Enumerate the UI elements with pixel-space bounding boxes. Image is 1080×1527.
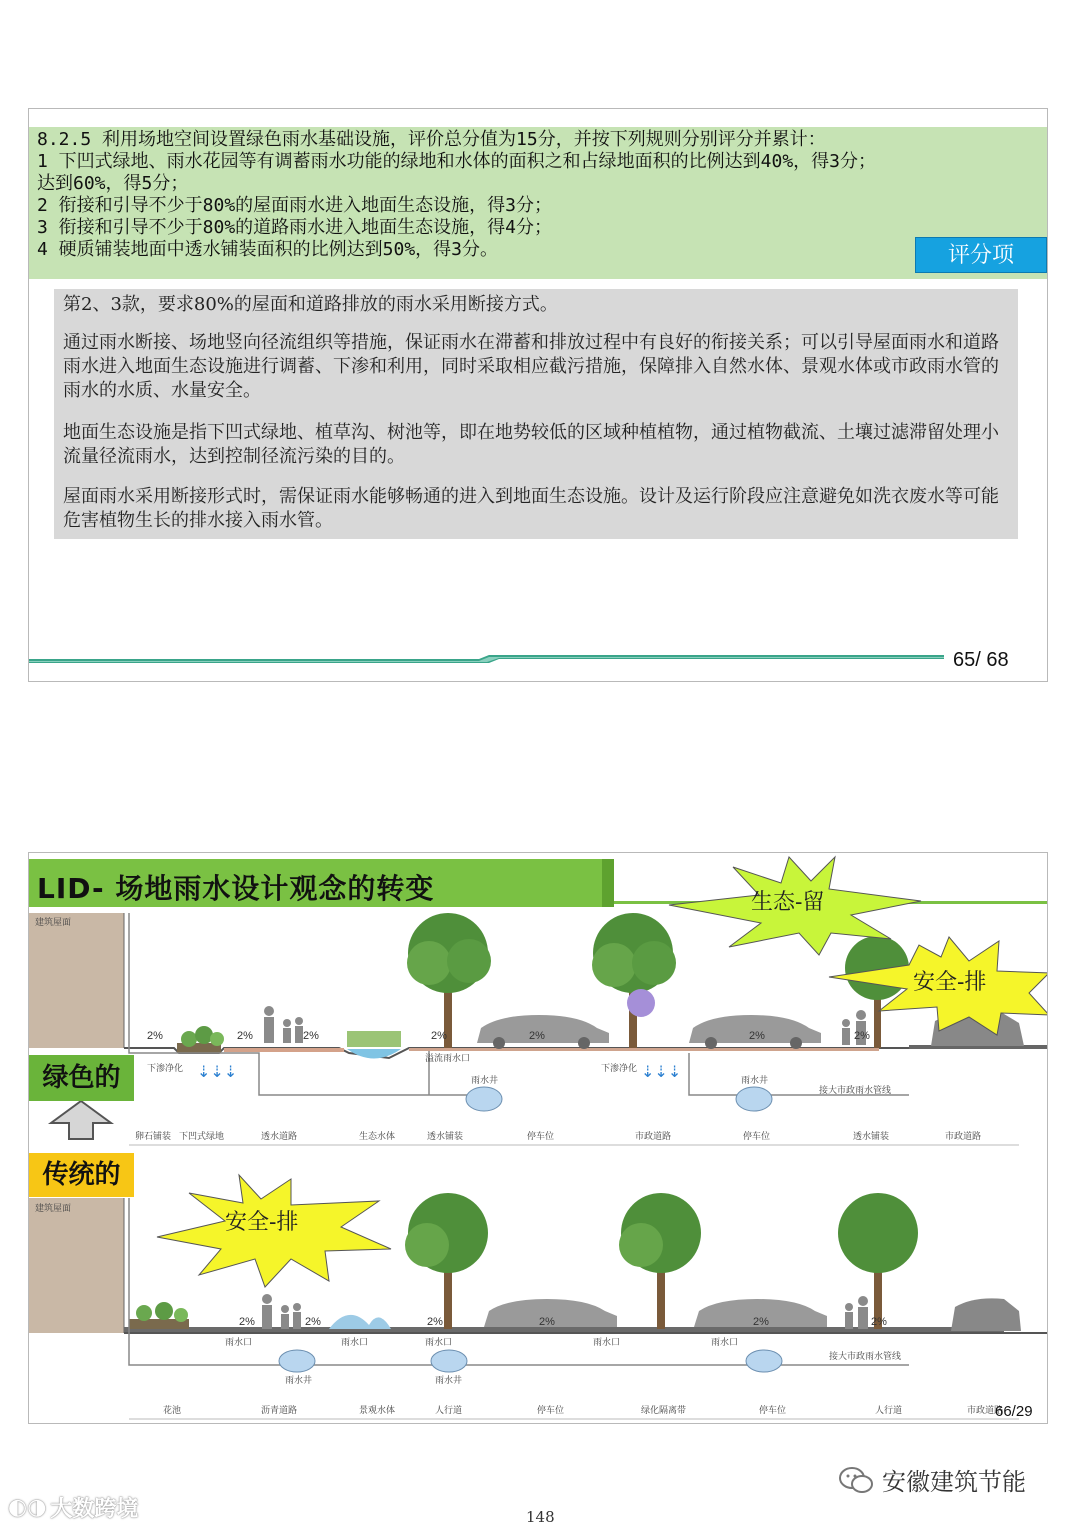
overflow-inlet-label: 溢流雨水口 [425, 1054, 471, 1064]
slide-65 [28, 108, 1048, 682]
safe-drain-starburst-bottom [157, 1175, 391, 1287]
people-icon [264, 1006, 303, 1043]
svg-text:透水铺装: 透水铺装 [853, 1132, 890, 1142]
svg-text:停车位: 停车位 [743, 1132, 771, 1142]
rain-well-icon [746, 1350, 782, 1372]
rain-well-icon [431, 1350, 467, 1372]
rule-line-1: 1 下凹式绿地、雨水花园等有调蓄雨水功能的绿地和水体的面积之和占绿地面积的比例达到40%，得3分； [37, 151, 877, 172]
note-paragraph-2: 通过雨水断接、场地竖向径流组织等措施，保证雨水在滞蓄和排放过程中有良好的衔接关系；可以引导屋面雨水和道路雨水进入地面生态设施进行调蓄、下渗和利用，同时采取相应截污措施，保障排入自然水体、景观水体或市政雨水管的雨水的水质、水量安全。 [63, 332, 999, 401]
slide-66 [28, 852, 1048, 1424]
svg-text:下凹式绿地: 下凹式绿地 [179, 1132, 225, 1142]
infiltrate-label: 下渗净化 [147, 1064, 184, 1074]
traditional-approach-label: 传统的 [29, 1153, 134, 1197]
slide-title: LID- 场地雨水设计观念的转变 [37, 872, 435, 905]
explanation-box [54, 289, 1018, 539]
watermark [8, 1492, 138, 1523]
svg-text:卵石铺装: 卵石铺装 [135, 1132, 172, 1142]
rain-well-icon [466, 1087, 502, 1111]
rule-box [29, 127, 1047, 279]
up-arrow-icon [51, 1101, 111, 1139]
people-icon [845, 1296, 868, 1329]
svg-text:透水铺装: 透水铺装 [427, 1132, 464, 1142]
wechat-name: 安徽建筑节能 [882, 1468, 1026, 1496]
slope-label: 2% [871, 1316, 887, 1328]
safe-drain-label-bottom: 安全-排 [225, 1210, 299, 1235]
page-number: 66/29 [995, 1403, 1033, 1420]
svg-text:人行道: 人行道 [875, 1406, 903, 1416]
slope-label: 2% [239, 1316, 255, 1328]
slope-label: 2% [303, 1030, 319, 1042]
fountain-icon [329, 1315, 391, 1329]
note-paragraph-3: 地面生态设施是指下凹式绿地、植草沟、树池等，即在地势较低的区域种植植物，通过植物截流、土壤过滤滞留处理小流量径流雨水，达到控制径流污染的目的。 [63, 422, 999, 467]
score-item-badge: 评分项 [915, 237, 1047, 273]
car-icon [951, 1298, 1021, 1331]
rule-line-1b: 达到60%，得5分； [37, 173, 189, 194]
bottom-zone-ruler [163, 1404, 1003, 1416]
rule-line-heading: 8.2.5 利用场地空间设置绿色雨水基础设施，评价总分值为15分，并按下列规则分别评分并累计： [37, 129, 826, 150]
rule-line-2: 2 衔接和引导不少于80%的屋面雨水进入地面生态设施，得3分； [37, 195, 553, 216]
svg-text:市政道路: 市政道路 [945, 1132, 982, 1142]
slope-label: 2% [539, 1316, 555, 1328]
inlet-label: 雨水口 [593, 1338, 621, 1348]
rain-well-label: 雨水井 [741, 1076, 769, 1086]
wechat-icon [838, 1465, 874, 1495]
rule-line-3: 3 衔接和引导不少于80%的道路雨水进入地面生态设施，得4分； [37, 217, 553, 238]
svg-text:停车位: 停车位 [537, 1406, 565, 1416]
inlet-label: 雨水口 [425, 1338, 453, 1348]
rain-well-icon [736, 1087, 772, 1111]
svg-text:景观水体: 景观水体 [359, 1406, 396, 1416]
page-number: 65/ 68 [953, 649, 1009, 671]
rain-well-label: 雨水井 [435, 1376, 463, 1386]
to-main-label: 接大市政雨水管线 [829, 1352, 902, 1362]
note-paragraph-1: 第2、3款，要求80%的屋面和道路排放的雨水采用断接方式。 [63, 294, 558, 315]
logo-icon: ◐◑ [8, 1495, 47, 1520]
people-icon [262, 1294, 301, 1329]
note-paragraph-4: 屋面雨水采用断接形式时，需保证雨水能够畅通的进入到地面生态设施。设计及运行阶段应注意避免如洗衣废水等可能危害植物生长的排水接入雨水管。 [63, 486, 999, 531]
svg-text:停车位: 停车位 [527, 1132, 555, 1142]
svg-text:透水道路: 透水道路 [261, 1132, 298, 1142]
building-top [29, 913, 124, 1048]
green-approach-label: 绿色的 [29, 1055, 134, 1101]
slope-label: 2% [147, 1030, 163, 1042]
rain-well-icon [279, 1350, 315, 1372]
building-label-top: 建筑屋面 [35, 918, 72, 928]
rain-well-label: 雨水井 [471, 1076, 499, 1086]
infiltrate-arrows-icon: ⇣⇣⇣ [197, 1062, 238, 1081]
stormwater-diagram [29, 853, 1048, 1424]
svg-text:停车位: 停车位 [759, 1406, 787, 1416]
svg-text:市政道路: 市政道路 [967, 1406, 1004, 1416]
slope-label: 2% [753, 1316, 769, 1328]
top-zone-ruler [135, 1130, 981, 1142]
slope-label: 2% [431, 1030, 447, 1042]
tree-icon [592, 913, 676, 1048]
slope-label: 2% [305, 1316, 321, 1328]
rain-well-label: 雨水井 [285, 1376, 313, 1386]
svg-text:人行道: 人行道 [435, 1406, 463, 1416]
tree-icon [619, 1193, 701, 1329]
eco-retain-label: 生态-留 [751, 890, 825, 915]
svg-text:花池: 花池 [163, 1406, 182, 1416]
safe-drain-label-top: 安全-排 [913, 970, 987, 995]
watermark-text: 大数跨境 [50, 1497, 139, 1522]
slope-label: 2% [749, 1030, 765, 1042]
svg-text:市政道路: 市政道路 [635, 1132, 672, 1142]
tree-icon [407, 913, 491, 1048]
infiltrate-arrows-icon: ⇣⇣⇣ [641, 1062, 682, 1081]
building-label-bottom: 建筑屋面 [35, 1204, 72, 1214]
slope-label: 2% [427, 1316, 443, 1328]
document-page-number: 148 [526, 1508, 555, 1526]
svg-text:生态水体: 生态水体 [359, 1132, 396, 1142]
svg-text:绿化隔离带: 绿化隔离带 [641, 1406, 687, 1416]
tree-icon [405, 1193, 488, 1329]
slope-label: 2% [529, 1030, 545, 1042]
slope-label: 2% [854, 1030, 870, 1042]
svg-text:沥青道路: 沥青道路 [261, 1406, 298, 1416]
rule-line-4: 4 硬质铺装地面中透水铺装面积的比例达到50%，得3分。 [37, 239, 499, 260]
wechat-account [838, 1462, 1026, 1497]
infiltrate-label: 下渗净化 [601, 1064, 638, 1074]
inlet-label: 雨水口 [711, 1338, 739, 1348]
footer-bar [29, 647, 969, 667]
slope-label: 2% [237, 1030, 253, 1042]
inlet-label: 雨水口 [341, 1338, 369, 1348]
to-main-label: 接大市政雨水管线 [819, 1086, 892, 1096]
inlet-label: 雨水口 [225, 1338, 253, 1348]
building-bottom [29, 1198, 124, 1333]
